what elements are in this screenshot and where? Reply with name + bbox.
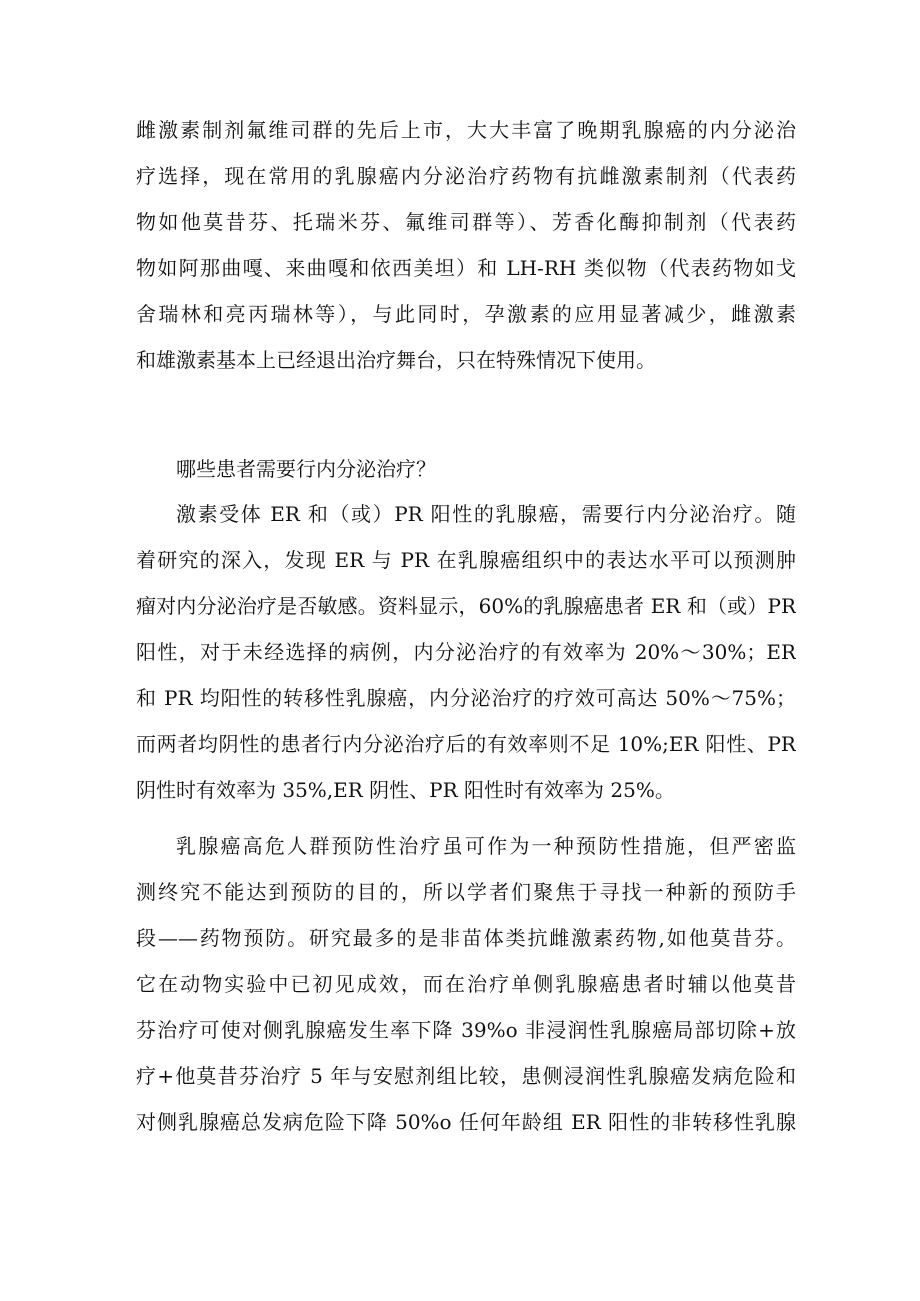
paragraph-3-line: 芬治疗可使对侧乳腺癌发生率下降 39%o 非浸润性乳腺癌局部切除+放 xyxy=(136,1018,796,1042)
paragraph-2-line: 阴性时有效率为 35%,ER 阴性、PR 阳性时有效率为 25%。 xyxy=(136,778,675,802)
paragraph-3-line: 它在动物实验中已初见成效，而在治疗单侧乳腺癌患者时辅以他莫昔 xyxy=(136,972,796,996)
paragraph-2-line: 瘤对内分泌治疗是否敏感。资料显示，60%的乳腺癌患者 ER 和（或）PR xyxy=(136,594,796,618)
paragraph-1-line: 雌激素制剂氟维司群的先后上市，大大丰富了晚期乳腺癌的内分泌治 xyxy=(136,118,796,142)
paragraph-1-line: 和雄激素基本上已经退出治疗舞台，只在特殊情况下使用。 xyxy=(136,348,656,372)
paragraph-3-line: 乳腺癌高危人群预防性治疗虽可作为一种预防性措施，但严密监 xyxy=(176,834,796,858)
paragraph-1-line: 物如他莫昔芬、托瑞米芬、氟维司群等）、芳香化酶抑制剂（代表药 xyxy=(136,210,796,234)
paragraph-2-line: 阳性，对于未经选择的病例，内分泌治疗的有效率为 20%～30%；ER xyxy=(136,640,796,664)
paragraph-3-line: 疗+他莫昔芬治疗 5 年与安慰剂组比较，患侧浸润性乳腺癌发病危险和 xyxy=(136,1064,796,1088)
paragraph-2-line: 和 PR 均阳性的转移性乳腺癌，内分泌治疗的疗效可高达 50%～75%； xyxy=(136,686,796,710)
section-heading: 哪些患者需要行内分泌治疗？ xyxy=(176,457,436,481)
paragraph-3-line: 对侧乳腺癌总发病危险下降 50%o 任何年龄组 ER 阳性的非转移性乳腺 xyxy=(136,1110,796,1134)
paragraph-1-line: 舍瑞林和亮丙瑞林等），与此同时，孕激素的应用显著减少，雌激素 xyxy=(136,302,796,326)
paragraph-1-line: 物如阿那曲嘎、来曲嘎和依西美坦）和 LH-RH 类似物（代表药物如戈 xyxy=(136,256,796,280)
paragraph-2-line: 激素受体 ER 和（或）PR 阳性的乳腺癌，需要行内分泌治疗。随 xyxy=(176,502,796,526)
paragraph-3-line: 测终究不能达到预防的目的，所以学者们聚焦于寻找一种新的预防手 xyxy=(136,880,796,904)
paragraph-2-line: 着研究的深入，发现 ER 与 PR 在乳腺癌组织中的表达水平可以预测肿 xyxy=(136,548,796,572)
paragraph-2-line: 而两者均阴性的患者行内分泌治疗后的有效率则不足 10%;ER 阳性、PR xyxy=(136,732,796,756)
paragraph-1-line: 疗选择，现在常用的乳腺癌内分泌治疗药物有抗雌激素制剂（代表药 xyxy=(136,164,796,188)
paragraph-3-line: 段——药物预防。研究最多的是非苗体类抗雌激素药物,如他莫昔芬。 xyxy=(136,926,796,950)
